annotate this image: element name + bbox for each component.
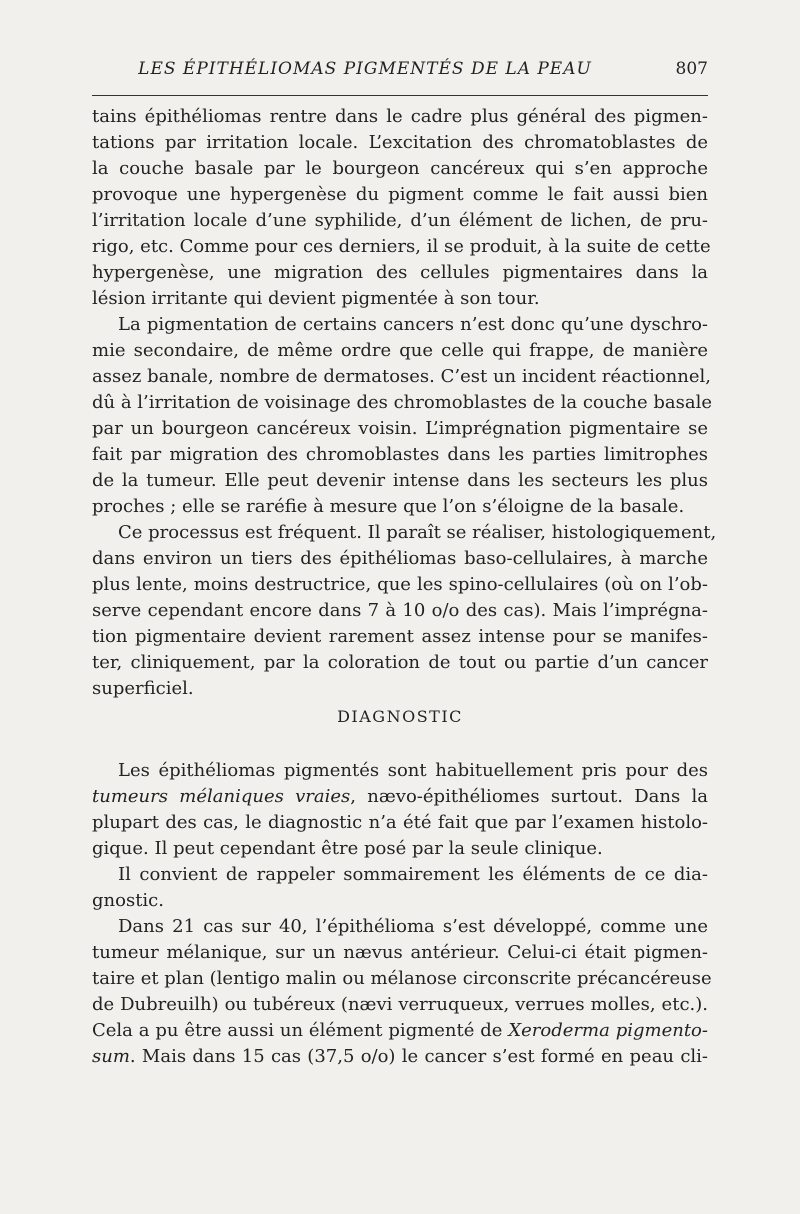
text-line: dû à l’irritation de voisinage des chromoblastes de la couche basale (92, 392, 713, 413)
text-line: par un bourgeon cancéreux voisin. L’imprégnation pigmentaire se (92, 418, 708, 439)
text-line: l’irritation locale d’une syphilide, d’un élément de lichen, de pru- (92, 210, 708, 231)
section-heading-block (92, 704, 708, 730)
text-line: tumeur mélanique, sur un nævus antérieur. Celui-ci était pigmen- (92, 942, 708, 963)
text-line: serve cependant encore dans 7 à 10 o/o des cas). Mais l’imprégna- (92, 600, 708, 621)
text-line: Il convient de rappeler sommairement les éléments de ce dia- (118, 864, 708, 885)
text-line: proches ; elle se raréfie à mesure que l’on s’éloigne de la basale. (92, 496, 685, 517)
text-line: hypergenèse, une migration des cellules pigmentaires dans la (92, 262, 708, 283)
text-line: provoque une hypergenèse du pigment comme le fait aussi bien (92, 184, 708, 205)
text-line: plupart des cas, le diagnostic n’a été fait que par l’examen histolo- (92, 812, 708, 833)
body-text (92, 104, 717, 702)
text-line: Les épithéliomas pigmentés sont habituellement pris pour des (118, 760, 708, 781)
text-line: de la tumeur. Elle peut devenir intense dans les secteurs les plus (92, 470, 708, 491)
text-line: plus lente, moins destructrice, que les spino-cellulaires (où on l’ob- (92, 574, 708, 595)
section-heading: DIAGNOSTIC (337, 707, 463, 726)
text-line: sum. Mais dans 15 cas (37,5 o/o) le cancer s’est formé en peau cli- (92, 1046, 708, 1067)
text-line: Dans 21 cas sur 40, l’épithélioma s’est développé, comme une (118, 916, 708, 937)
text-line: gnostic. (92, 890, 164, 911)
text-line: dans environ un tiers des épithéliomas baso-cellulaires, à marche (92, 548, 708, 569)
page-header (92, 59, 708, 85)
text-line: fait par migration des chromoblastes dans les parties limitrophes (92, 444, 708, 465)
text-line: mie secondaire, de même ordre que celle qui frappe, de manière (92, 340, 708, 361)
italic-phrase: Xeroderma pigmento- (508, 1020, 708, 1041)
text-line: Ce processus est fréquent. Il paraît se réaliser, histologiquement, (118, 522, 717, 543)
diagnostic-text (92, 758, 712, 1070)
text-line: rigo, etc. Comme pour ces derniers, il se produit, à la suite de cette (92, 236, 711, 257)
text-line: tains épithéliomas rentre dans le cadre plus général des pigmen- (92, 106, 708, 127)
text-line: tations par irritation locale. L’excitation des chromatoblastes de (92, 132, 708, 153)
text-line: taire et plan (lentigo malin ou mélanose circonscrite précancéreuse (92, 968, 712, 989)
text-line: gique. Il peut cependant être posé par la seule clinique. (92, 838, 603, 859)
text-line: la couche basale par le bourgeon cancéreux qui s’en approche (92, 158, 708, 179)
page-number: 807 (675, 59, 708, 79)
text-line: La pigmentation de certains cancers n’est donc qu’une dyschro- (118, 314, 708, 335)
text-line: de Dubreuilh) ou tubéreux (nævi verruqueux, verrues molles, etc.). (92, 994, 708, 1015)
italic-phrase: sum (92, 1046, 130, 1067)
text-line: superficiel. (92, 678, 194, 699)
header-rule (92, 95, 708, 96)
text-line: Cela a pu être aussi un élément pigmenté de Xeroderma pigmento- (92, 1020, 708, 1041)
text-line: assez banale, nombre de dermatoses. C’est un incident réactionnel, (92, 366, 711, 387)
text-line: lésion irritante qui devient pigmentée à son tour. (92, 288, 540, 309)
text-line: ter, cliniquement, par la coloration de tout ou partie d’un cancer (92, 652, 708, 673)
text-line: tion pigmentaire devient rarement assez intense pour se manifes- (92, 626, 708, 647)
running-title: LES ÉPITHÉLIOMAS PIGMENTÉS DE LA PEAU (138, 59, 592, 79)
text-line: tumeurs mélaniques vraies, nævo-épithéliomes surtout. Dans la (92, 786, 709, 807)
italic-phrase: tumeurs mélaniques vraies (92, 786, 351, 807)
